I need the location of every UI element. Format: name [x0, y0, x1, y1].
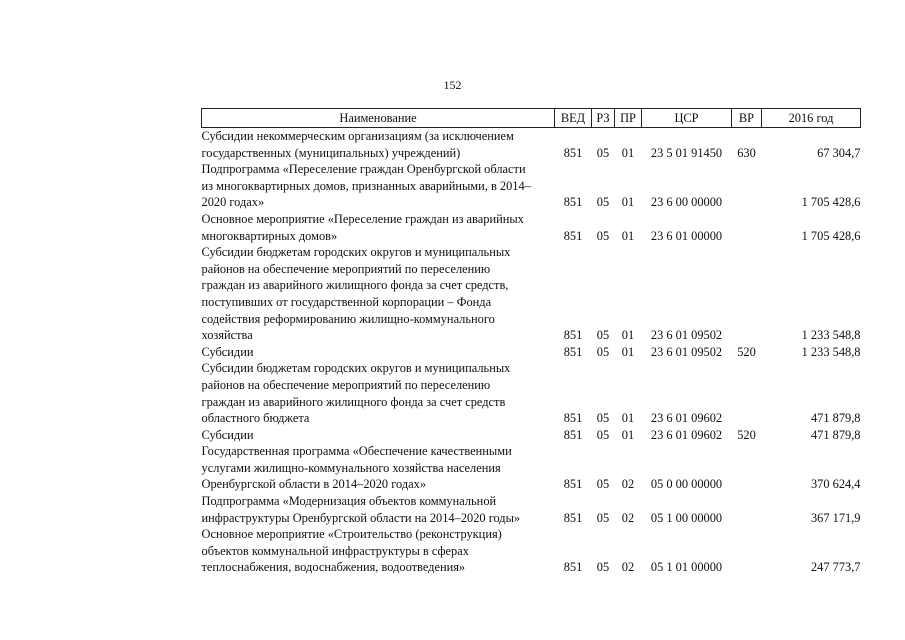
cell-csr: 23 6 00 00000: [650, 195, 723, 210]
cell-name-line: Оренбургской области в 2014–2020 годах»: [201, 477, 427, 492]
cell-vr: [732, 161, 762, 211]
budget-table: [201, 108, 861, 576]
header-name: Наименование: [202, 109, 555, 128]
cell-name-line: граждан из аварийного жилищного фонда за счет средств,: [201, 278, 509, 293]
cell-name-line: из многоквартирных домов, признанных аварийными, в 2014–: [201, 178, 531, 193]
table-row: [202, 443, 861, 493]
cell-ved: 851: [563, 328, 583, 343]
cell-name-line: Основное мероприятие «Строительство (реконструкция): [201, 527, 502, 542]
cell-pr: 02: [621, 477, 635, 492]
cell-name-line: Основное мероприятие «Переселение граждан из аварийных: [201, 211, 524, 226]
cell-ved: 851: [563, 427, 583, 442]
cell-name: [202, 427, 555, 444]
cell-name-line: областного бюджета: [201, 411, 310, 426]
cell-vr: 520: [737, 427, 756, 442]
cell-vr: [732, 211, 762, 244]
cell-ved: 851: [563, 344, 583, 359]
cell-pr: 01: [621, 344, 635, 359]
cell-csr: 23 6 01 09602: [650, 411, 723, 426]
header-pr: ПР: [615, 109, 642, 128]
cell-pr: 01: [621, 195, 635, 210]
cell-amount: 247 773,7: [810, 560, 861, 575]
cell-ved: 851: [563, 510, 583, 525]
table-row: [202, 493, 861, 526]
header-csr: ЦСР: [642, 109, 732, 128]
cell-amount: 1 705 428,6: [801, 228, 861, 243]
cell-name: [202, 526, 555, 576]
cell-name-line: Субсидии бюджетам городских округов и муниципальных: [201, 245, 511, 260]
cell-name-line: 2020 годах»: [201, 195, 265, 210]
cell-name: [202, 360, 555, 426]
cell-vr: 630: [737, 145, 756, 160]
header-ved: ВЕД: [555, 109, 592, 128]
cell-name-line: граждан из аварийного жилищного фонда за счет средств: [201, 394, 506, 409]
cell-ved: 851: [563, 411, 583, 426]
cell-csr: 05 1 00 00000: [650, 510, 723, 525]
cell-name-line: районов на обеспечение мероприятий по переселению: [201, 377, 491, 392]
cell-pr: 01: [621, 145, 635, 160]
cell-amount: 67 304,7: [817, 145, 861, 160]
cell-amount: 1 233 548,8: [801, 328, 861, 343]
cell-name-line: Подпрограмма «Переселение граждан Оренбургской области: [201, 162, 526, 177]
cell-vr: [732, 526, 762, 576]
cell-ved: 851: [563, 145, 583, 160]
cell-vr: 520: [737, 344, 756, 359]
cell-name: [202, 443, 555, 493]
table-row: [202, 526, 861, 576]
cell-vr: [732, 493, 762, 526]
cell-name-line: государственных (муниципальных) учреждений): [201, 145, 461, 160]
cell-csr: 23 5 01 91450: [650, 145, 723, 160]
header-rz: РЗ: [592, 109, 615, 128]
header-year: 2016 год: [762, 109, 861, 128]
cell-amount: 370 624,4: [810, 477, 861, 492]
cell-name-line: инфраструктуры Оренбургской области на 2014–2020 годы»: [201, 510, 521, 525]
cell-name-line: теплоснабжения, водоснабжения, водоотведения»: [201, 560, 466, 575]
cell-pr: 01: [621, 427, 635, 442]
cell-rz: 05: [596, 560, 610, 575]
cell-vr: [732, 360, 762, 426]
cell-rz: 05: [596, 195, 610, 210]
cell-name-line: Субсидии некоммерческим организациям (за исключением: [201, 129, 514, 143]
cell-amount: 1 705 428,6: [801, 195, 861, 210]
cell-amount: 367 171,9: [810, 510, 861, 525]
cell-name: [202, 211, 555, 244]
table-row: [202, 211, 861, 244]
table-row: [202, 427, 861, 444]
cell-name: [202, 244, 555, 344]
cell-name-line: Государственная программа «Обеспечение качественными: [201, 444, 512, 459]
cell-name-line: Субсидии: [201, 427, 254, 442]
cell-rz: 05: [596, 510, 610, 525]
cell-name: [202, 128, 555, 162]
cell-rz: 05: [596, 344, 610, 359]
cell-vr: [732, 443, 762, 493]
cell-amount: 1 233 548,8: [801, 344, 861, 359]
cell-pr: 01: [621, 228, 635, 243]
cell-name-line: Субсидии бюджетам городских округов и муниципальных: [201, 361, 511, 376]
cell-rz: 05: [596, 427, 610, 442]
cell-rz: 05: [596, 411, 610, 426]
cell-pr: 02: [621, 510, 635, 525]
cell-name-line: районов на обеспечение мероприятий по переселению: [201, 261, 491, 276]
cell-name-line: хозяйства: [201, 328, 253, 343]
table-row: [202, 128, 861, 162]
table-row: [202, 344, 861, 361]
cell-csr: 23 6 01 00000: [650, 228, 723, 243]
cell-name: [202, 344, 555, 361]
cell-name: [202, 493, 555, 526]
cell-amount: 471 879,8: [810, 411, 861, 426]
cell-pr: 01: [621, 328, 635, 343]
cell-csr: 23 6 01 09502: [650, 344, 723, 359]
cell-rz: 05: [596, 477, 610, 492]
cell-name-line: Подпрограмма «Модернизация объектов коммунальной: [201, 494, 497, 509]
cell-csr: 23 6 01 09502: [650, 328, 723, 343]
cell-csr: 05 0 00 00000: [650, 477, 723, 492]
cell-ved: 851: [563, 477, 583, 492]
cell-name-line: Субсидии: [201, 344, 254, 359]
cell-vr: [732, 244, 762, 344]
cell-ved: 851: [563, 195, 583, 210]
cell-name-line: поступивших от государственной корпорации – Фонда: [201, 294, 492, 309]
page-number: 152: [443, 78, 462, 92]
cell-pr: 02: [621, 560, 635, 575]
cell-rz: 05: [596, 328, 610, 343]
cell-pr: 01: [621, 411, 635, 426]
table-row: [202, 244, 861, 344]
cell-csr: 05 1 01 00000: [650, 560, 723, 575]
cell-amount: 471 879,8: [810, 427, 861, 442]
cell-name: [202, 161, 555, 211]
cell-ved: 851: [563, 228, 583, 243]
cell-name-line: многоквартирных домов»: [201, 228, 338, 243]
table-row: [202, 360, 861, 426]
cell-name-line: содействия реформированию жилищно-коммунального: [201, 311, 495, 326]
cell-ved: 851: [563, 560, 583, 575]
cell-name-line: услугами жилищно-коммунального хозяйства населения: [201, 460, 501, 475]
cell-rz: 05: [596, 145, 610, 160]
cell-name-line: объектов коммунальной инфраструктуры в сферах: [201, 543, 469, 558]
table-row: [202, 161, 861, 211]
cell-rz: 05: [596, 228, 610, 243]
table-header-row: [202, 109, 861, 128]
cell-csr: 23 6 01 09602: [650, 427, 723, 442]
header-vr: ВР: [732, 109, 762, 128]
